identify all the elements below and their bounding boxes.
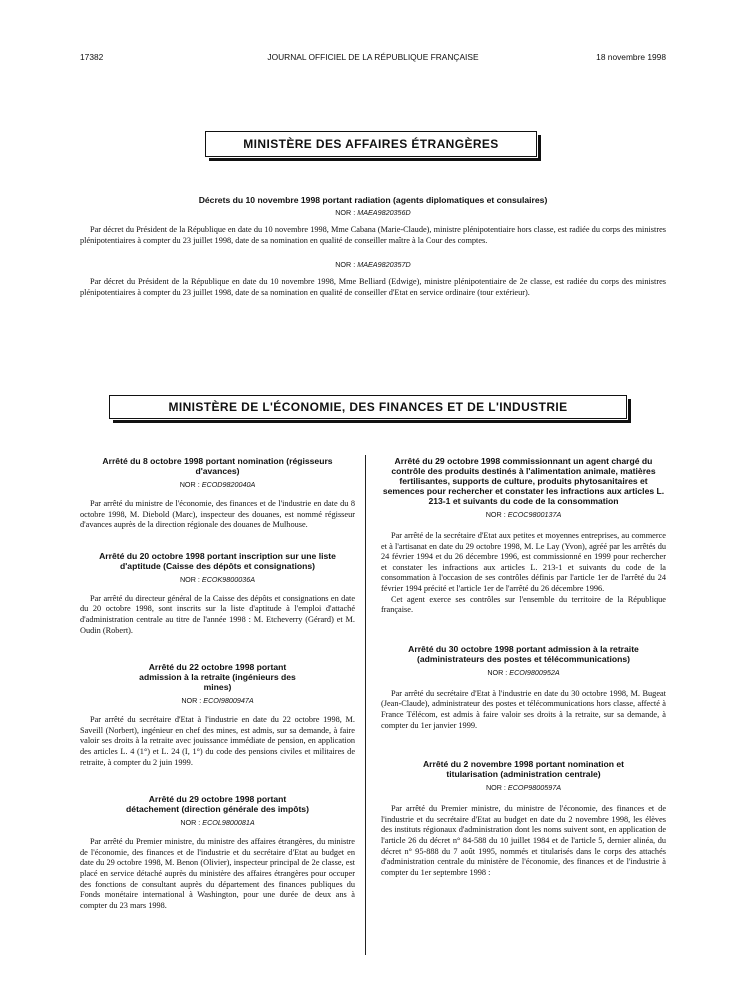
decree-paragraph: Par décret du Président de la République en date du 10 novembre 1998, Mme Cabana (Marie-Claude), ministre plénipotentiaire hors classe, est radiée du corps des ministres plénipotentiaires à compter du 23 juillet 1998, date de sa nomination en qualité de conseiller maître à la Cour des comptes. [80, 225, 666, 245]
left-column [80, 456, 355, 911]
decree-paragraph: Par décret du Président de la République en date du 10 novembre 1998, Mme Belliard (Edwige), ministre plénipotentiaire de 2e classe, est radiée du corps des ministres plénipotentiaires à compter du 23 juillet 1998, date de sa nomination en qualité de conseiller d'Etat en service ordinaire (tour extérieur). [80, 277, 666, 297]
running-header [80, 52, 666, 64]
decree-title: Décrets du 10 novembre 1998 portant radiation (agents diplomatiques et consulaires) [198, 195, 548, 205]
arrete-paragraph: Par arrêté de la secrétaire d'Etat aux petites et moyennes entreprises, au commerce et à l'artisanat en date du 29 octobre 1998, M. Le Lay (Yvon), agréé par les arrêtés du 24 février 1994 et du 26 décembre 1996, est commissionné en 1999 pour rechercher et constater les infractions aux articles L. 213-1 et suivants du code de la consommation à l'occasion de ses contrôles définis par l'article 1er de l'arrêté du 24 février 1994 précité et l'article 1er de l'arrêté du 26 décembre 1996. [381, 531, 666, 593]
arrete-title: Arrêté du 20 octobre 1998 portant inscription sur une liste d'aptitude (Caisse des dépôts et consignations) [99, 550, 336, 571]
arrete-title: Arrêté du 29 octobre 1998 commissionnant un agent chargé du contrôle des produits destinés à l'alimentation animale, matières fertilisantes, supports de culture, produits phytosanitaires et semences pour rechercher et constater les infractions aux articles L. 213-1 et suivants du code de la consommation [382, 456, 665, 506]
arrete-title: Arrêté du 22 octobre 1998 portant admission à la retraite (ingénieurs des mines) [139, 662, 296, 693]
nor-reference: NOR : MAEA9820357D [335, 260, 411, 270]
arrete-paragraph: Par arrêté du Premier ministre, du ministre de l'économie, des finances et de l'industrie et du secrétaire d'Etat au budget en date du 2 novembre 1998, les élèves des instituts régionaux d'administration dont les noms suivent sont, en application de l'article 26 du décret n° 84-588 du 10 juillet 1984 et de l'article 5, dernier alinéa, du décret n° 95-888 du 7 août 1995, nommés et titularisés dans le corps des attachés d'administration centrale du ministère de l'économie, des finances et de l'industrie à compter du 1er septembre 1998 : [381, 804, 666, 877]
arrete-paragraph: Par arrêté du secrétaire d'Etat à l'industrie en date du 30 octobre 1998, M. Bugeat (Jean-Claude), administrateur des postes et télécommunications hors classe, affecté à France Télécom, est admis à faire valoir ses droits à la retraite, sur sa demande, à compter du 1er janvier 1999. [381, 688, 666, 730]
column-divider [365, 455, 366, 955]
nor-reference: NOR : ECOD9820040A [179, 480, 256, 489]
nor-reference: NOR : MAEA9820356D [335, 208, 411, 217]
arrete-paragraph: Cet agent exerce ses contrôles sur l'ensemble du territoire de la République française. [381, 594, 666, 615]
nor-reference: NOR : ECOC9800137A [485, 510, 562, 519]
arrete-title: Arrêté du 30 octobre 1998 portant admission à la retraite (administrateurs des postes et télécommunications) [408, 643, 639, 664]
publication-date: 18 novembre 1998 [596, 52, 666, 62]
arrete-title: Arrêté du 8 octobre 1998 portant nomination (régisseurs d'avances) [102, 456, 333, 476]
arrete-title: Arrêté du 29 octobre 1998 portant détachement (direction générale des impôts) [126, 794, 309, 815]
arrete-block [381, 644, 666, 731]
nor-reference: NOR : ECOP9800597A [485, 783, 562, 793]
arrete-block [80, 794, 355, 911]
nor-reference: NOR : ECOK9800036A [179, 574, 256, 584]
nor-reference: NOR : ECOI9800952A [487, 667, 560, 677]
right-column [381, 456, 666, 878]
nor-reference: NOR : ECOL9800081A [180, 818, 255, 828]
ministry-heading-economie [109, 395, 627, 419]
journal-title: JOURNAL OFFICIEL DE LA RÉPUBLIQUE FRANÇAISE [267, 52, 479, 62]
page-number: 17382 [80, 52, 104, 62]
arrete-paragraph: Par arrêté du secrétaire d'Etat à l'industrie en date du 22 octobre 1998, M. Saveill (Norbert), ingénieur en chef des mines, est admis, sur sa demande, à faire valoir ses droits à la retraite avec jouissance immédiate de pension, en application des articles L. 4 (1°) et L. 24 (I, 1°) du code des pensions civiles et militaires de retraite, à compter du 2 juin 1999. [80, 715, 355, 767]
ministry-title: MINISTÈRE DE L'ÉCONOMIE, DES FINANCES ET DE L'INDUSTRIE [168, 400, 568, 414]
arrete-paragraph: Par arrêté du directeur général de la Caisse des dépôts et consignations en date du 20 octobre 1998, sont inscrits sur la liste d'aptitude à l'emploi d'attaché d'administration centrale au titre de l'année 1998 : M. Etcheverry (Gérard) et M. Oudin (Robert). [80, 593, 355, 635]
arrete-title: Arrêté du 2 novembre 1998 portant nomination et titularisation (administration centrale) [422, 759, 625, 780]
ministry-heading-affaires-etrangeres [205, 131, 537, 157]
arrete-block [80, 551, 355, 636]
arrete-block [381, 456, 666, 616]
arrete-block [80, 662, 355, 768]
ministry-title: MINISTÈRE DES AFFAIRES ÉTRANGÈRES [243, 137, 499, 151]
arrete-paragraph: Par arrêté du ministre de l'économie, des finances et de l'industrie en date du 8 octobre 1998, M. Diebold (Marc), inspecteur des douanes, est nommé régisseur d'avances auprès de la direction régionale des douanes de Mulhouse. [80, 499, 355, 530]
nor-reference: NOR : ECOI9800947A [181, 696, 254, 706]
arrete-block [80, 456, 355, 531]
arrete-paragraph: Par arrêté du Premier ministre, du ministre des affaires étrangères, du ministre de l'économie, des finances et de l'industrie et du secrétaire d'Etat au budget en date du 29 octobre 1998, M. Benon (Olivier), inspecteur principal de 2e classe, est placé en service détaché auprès du ministère des affaires étrangères pour occuper des fonctions de consultant auprès du département des finances publiques du Fonds monétaire international à Washington, pour une durée de deux ans à compter du 23 mars 1998. [80, 837, 355, 910]
ministry-1-section [80, 195, 666, 298]
arrete-block [381, 759, 666, 878]
